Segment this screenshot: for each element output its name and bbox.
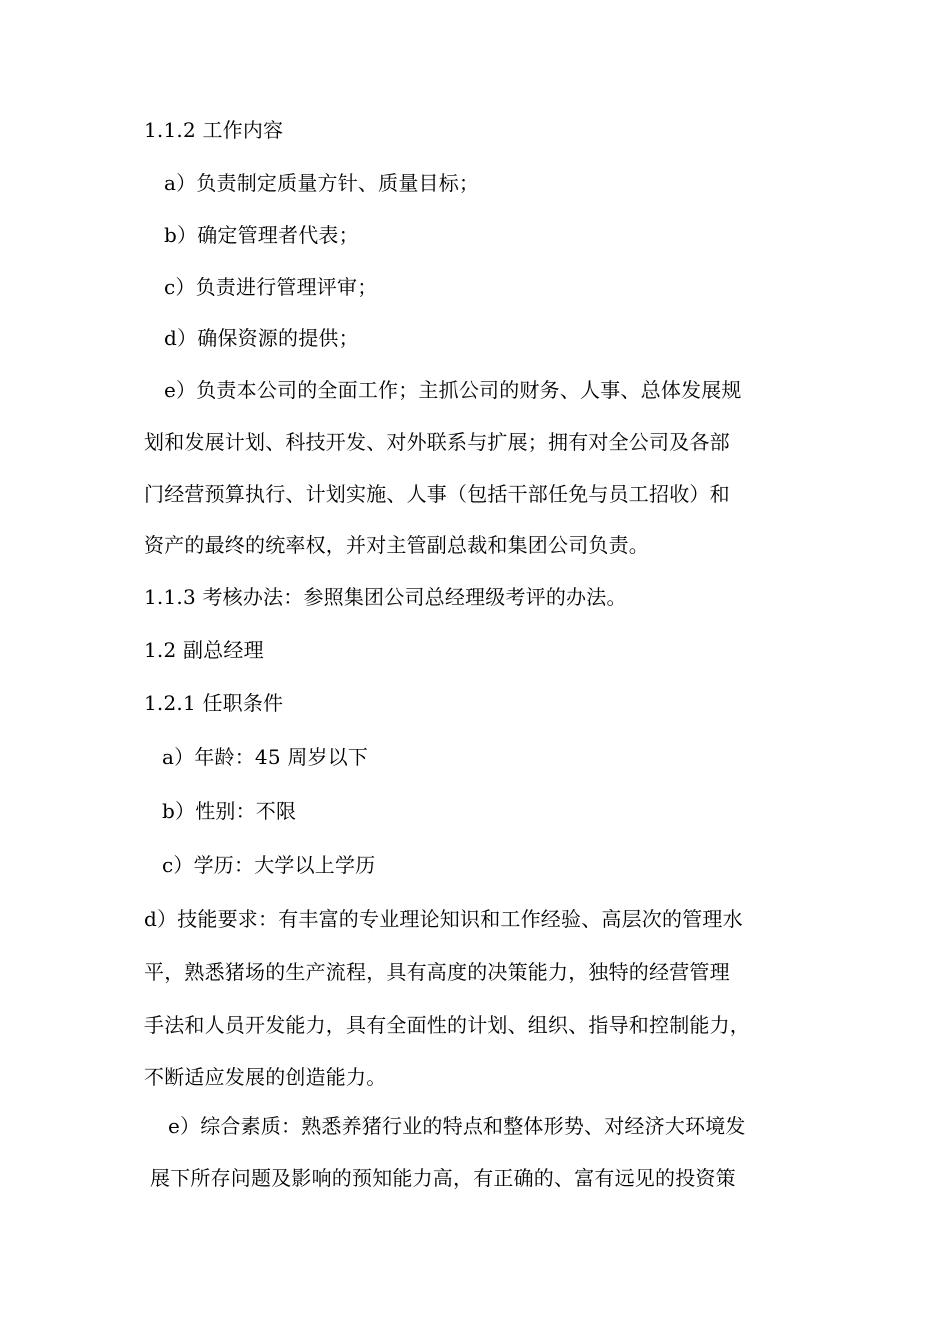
requirement-age: a）年龄：45 周岁以下: [162, 745, 369, 769]
requirement-skills-line-1: d）技能要求：有丰富的专业理论知识和工作经验、高层次的管理水: [144, 907, 743, 931]
list-item-e-line-2: 划和发展计划、科技开发、对外联系与扩展；拥有对全公司及各部: [144, 430, 730, 454]
list-item-d: d）确保资源的提供；: [164, 326, 359, 350]
section-heading-1-2: 1.2 副总经理: [144, 638, 264, 662]
requirement-skills-line-2: 平，熟悉猪场的生产流程，具有高度的决策能力，独特的经营管理: [144, 960, 730, 984]
section-heading-1-1-2: 1.1.2 工作内容: [144, 118, 284, 142]
section-heading-1-2-1: 1.2.1 任职条件: [144, 691, 284, 715]
requirement-skills-line-3: 手法和人员开发能力，具有全面性的计划、组织、指导和控制能力，: [144, 1013, 750, 1037]
requirement-gender: b）性别：不限: [162, 799, 297, 823]
list-item-e-line-4: 资产的最终的统率权，并对主管副总裁和集团公司负责。: [144, 533, 649, 557]
requirement-quality-line-1: e）综合素质：熟悉养猪行业的特点和整体形势、对经济大环境发: [168, 1114, 746, 1138]
section-heading-1-1-3: 1.1.3 考核办法：参照集团公司总经理级考评的办法。: [144, 585, 627, 609]
list-item-b: b）确定管理者代表；: [164, 223, 359, 247]
requirement-education: c）学历：大学以上学历: [162, 853, 376, 877]
list-item-a: a）负责制定质量方针、质量目标；: [164, 171, 480, 195]
list-item-c: c）负责进行管理评审；: [164, 275, 378, 299]
requirement-quality-line-2: 展下所存问题及影响的预知能力高，有正确的、富有远见的投资策: [150, 1166, 736, 1190]
list-item-e-line-1: e）负责本公司的全面工作；主抓公司的财务、人事、总体发展规: [164, 378, 742, 402]
requirement-skills-line-4: 不断适应发展的创造能力。: [144, 1065, 387, 1089]
list-item-e-line-3: 门经营预算执行、计划实施、人事（包括干部任免与员工招收）和: [144, 482, 730, 506]
